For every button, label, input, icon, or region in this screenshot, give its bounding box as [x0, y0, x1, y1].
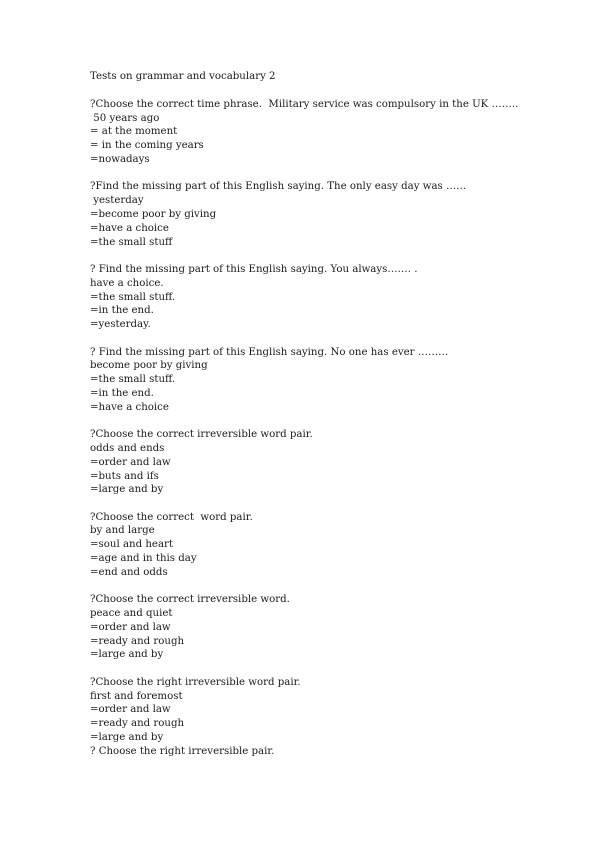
document-body — [90, 70, 560, 759]
answer-option: odds and ends — [90, 442, 165, 454]
answer-option: have a choice. — [90, 277, 164, 289]
answer-option: =have a choice — [90, 222, 169, 234]
question-block — [90, 511, 560, 580]
answer-option: first and foremost — [90, 690, 183, 702]
question-prompt: ? Find the missing part of this English saying. No one has ever ……… — [90, 346, 449, 358]
answer-option: =ready and rough — [90, 718, 185, 730]
question-list — [90, 98, 560, 759]
answer-option: yesterday — [90, 195, 144, 207]
answer-option: =large and by — [90, 484, 164, 496]
answer-option: by and large — [90, 525, 155, 537]
question-block — [90, 346, 560, 415]
answer-option: =become poor by giving — [90, 208, 217, 220]
question-block — [90, 593, 560, 662]
answer-option: =age and in this day — [90, 553, 197, 565]
answer-option: =soul and heart — [90, 539, 173, 551]
question-prompt: ?Choose the correct irreversible word. — [90, 594, 290, 606]
answer-option: 50 years ago — [90, 112, 160, 124]
question-prompt: ?Choose the correct word pair. — [90, 511, 253, 523]
question-block — [90, 676, 560, 759]
question-block — [90, 98, 560, 167]
question-block — [90, 263, 560, 332]
answer-option: = at the moment — [90, 126, 178, 138]
question-prompt: ?Choose the correct irreversible word pair. — [90, 429, 313, 441]
answer-option: =large and by — [90, 732, 164, 744]
answer-option: =have a choice — [90, 401, 169, 413]
question-prompt: ?Find the missing part of this English saying. The only easy day was …… — [90, 181, 467, 193]
answer-option: =yesterday. — [90, 319, 151, 331]
answer-option: =end and odds — [90, 566, 168, 578]
answer-option: =order and law — [90, 456, 171, 468]
answer-option: become poor by giving — [90, 360, 208, 372]
answer-option: = in the coming years — [90, 140, 204, 152]
question-block — [90, 180, 560, 249]
question-block — [90, 428, 560, 497]
answer-option: =buts and ifs — [90, 470, 159, 482]
answer-option: =nowadays — [90, 153, 150, 165]
answer-option: =order and law — [90, 704, 171, 716]
document-title: Tests on grammar and vocabulary 2 — [90, 71, 276, 82]
answer-option: =the small stuff. — [90, 291, 176, 303]
question-prompt: ?Choose the right irreversible word pair. — [90, 676, 301, 688]
answer-option: peace and quiet — [90, 608, 173, 620]
answer-option: =order and law — [90, 621, 171, 633]
answer-option: =in the end. — [90, 387, 154, 399]
question-prompt: ? Find the missing part of this English saying. You always……. . — [90, 263, 418, 275]
answer-option: =in the end. — [90, 305, 154, 317]
answer-option: =ready and rough — [90, 635, 185, 647]
answer-option: =the small stuff — [90, 236, 173, 248]
answer-option: =the small stuff. — [90, 374, 176, 386]
answer-option: ? Choose the right irreversible pair. — [90, 745, 275, 757]
answer-option: =large and by — [90, 649, 164, 661]
question-prompt: ?Choose the correct time phrase. Military service was compulsory in the UK …….. — [90, 98, 519, 110]
